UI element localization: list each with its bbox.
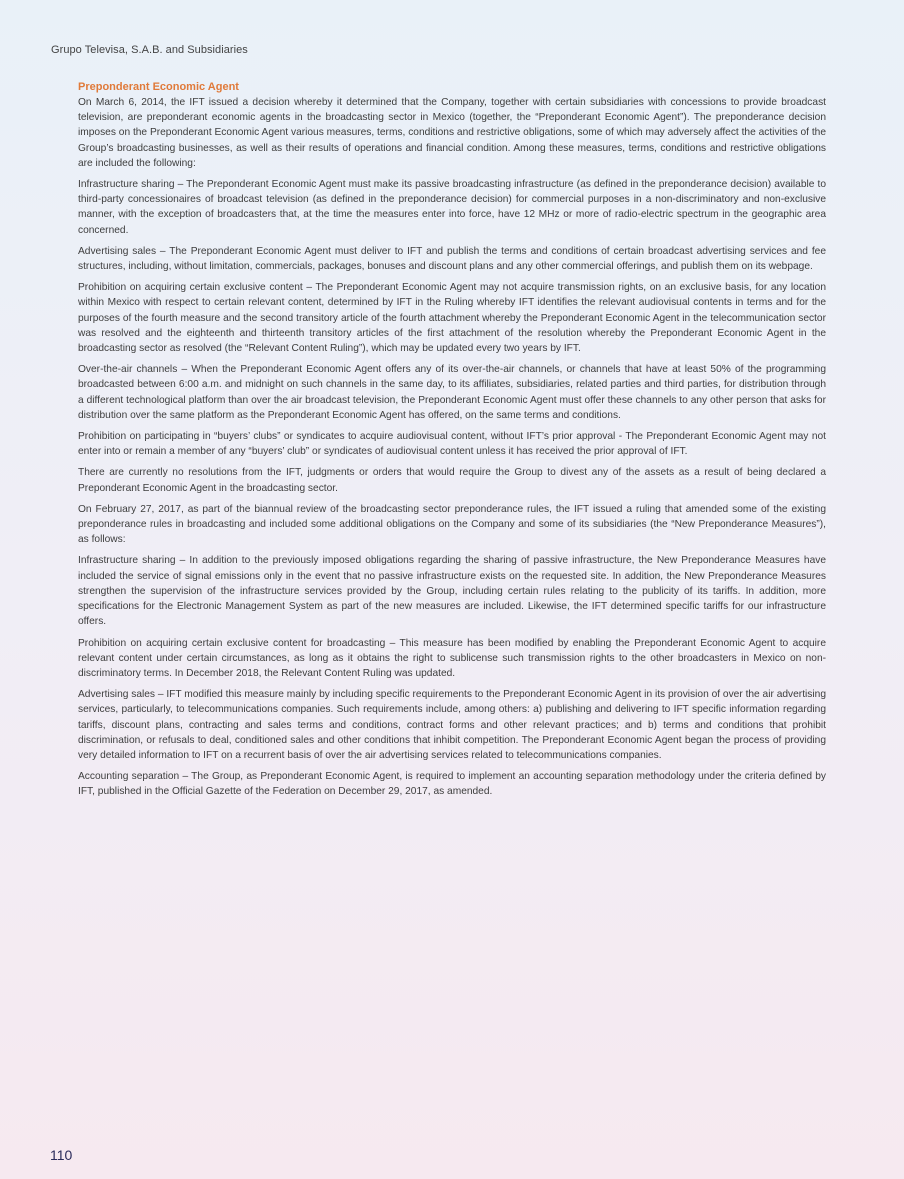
section-title: Preponderant Economic Agent (78, 81, 239, 93)
paragraph-new-infrastructure-sharing: Infrastructure sharing – In addition to the previously imposed obligations regarding the sharing of passive infrastructure, the New Preponderance Measures have included the service of signal emissions only in the event that no passive infrastructure exists on the requested site. In addition, the New Preponderance Measures strengthen the supervision of the infrastructure services provided by the Group, including certain rules relating to the publicity of its tariffs. In addition, more specifications for the Electronic Management System as part of the new measures are included. Likewise, the IFT determined specific tariffs for our infrastructure offers. (78, 555, 826, 628)
paragraph-accounting-separation: Accounting separation – The Group, as Preponderant Economic Agent, is required to implement an accounting separation methodology under the criteria defined by IFT, published in the Official Gazette of the Federation on December 29, 2017, as amended. (78, 771, 826, 798)
paragraph-no-resolutions: There are currently no resolutions from the IFT, judgments or orders that would require the Group to divest any of the assets as a result of being declared a Preponderant Economic Agent in the broadcasting sector. (78, 467, 826, 494)
page-header: Grupo Televisa, S.A.B. and Subsidiaries (51, 44, 248, 56)
page-number: 110 (50, 1147, 73, 1163)
paragraph-new-measures-intro: On February 27, 2017, as part of the biannual review of the broadcasting sector preponderance rules, the IFT issued a ruling that amended some of the existing preponderance rules in broadcasting and included some additional obligations on the Company and some of its subsidiaries (the “New Preponderance Measures”), as follows: (78, 503, 826, 546)
document-body (78, 80, 826, 806)
paragraph-over-the-air-channels: Over-the-air channels – When the Preponderant Economic Agent offers any of its over-the-air channels, or channels that have at least 50% of the programming broadcasted between 6:00 a.m. and midnight on such channels in the same day, to its affiliates, subsidiaries, related parties and third parties, for distribution through a different technological platform than over the air broadcast television, the Preponderant Economic Agent must offer these channels to any other person that asks for distribution over the same platform as the Preponderant Economic Agent has offered, on the same terms and conditions. (78, 364, 826, 421)
paragraph-advertising-sales: Advertising sales – The Preponderant Economic Agent must deliver to IFT and publish the terms and conditions of certain broadcast advertising services and fee structures, including, without limitation, commercials, packages, bonuses and discount plans and any other commercial offerings, and publish them on its webpage. (78, 245, 826, 273)
paragraph-intro: On March 6, 2014, the IFT issued a decision whereby it determined that the Company, together with certain subsidiaries with concessions to provide broadcast television, are preponderant economic agents in the broadcasting sector in Mexico (together, the “Preponderant Economic Agent”). The preponderance decision imposes on the Preponderant Economic Agent various measures, terms, conditions and restrictive obligations, some of which may adversely affect the activities of the Group’s broadcasting businesses, as well as their results of operations and financial condition. Among these measures, terms, conditions and restrictive obligations are included the following: (78, 97, 826, 169)
paragraph-buyers-clubs: Prohibition on participating in “buyers’ clubs” or syndicates to acquire audiovisual content, without IFT’s prior approval - The Preponderant Economic Agent may not enter into or remain a member of any “buyers’ club” or syndicates of audiovisual content unless it has received the prior approval of IFT. (78, 431, 826, 458)
paragraph-exclusive-content: Prohibition on acquiring certain exclusive content – The Preponderant Economic Agent may not acquire transmission rights, on an exclusive basis, for any location within Mexico with respect to certain relevant content, determined by IFT in the Ruling whereby IFT identifies the relevant audiovisual contents in terms and for the purposes of the fourth measure and the second transitory article of the fourth attachment whereby the Preponderant Economic Agent in the telecommunication sector was resolved and the eighteenth and thirteenth transitory articles of the first attachment of the resolution whereby the Preponderant Economic Agent in the broadcasting sector as resolved (the “Relevant Content Ruling”), which may be updated every two years by IFT. (78, 282, 826, 355)
paragraph-infrastructure-sharing: Infrastructure sharing – The Preponderant Economic Agent must make its passive broadcasting infrastructure (as defined in the preponderance decision) available to third-party concessionaires of broadcast television (as defined in the preponderance decision) for commercial purposes in a non-discriminatory and non-exclusive manner, with the exception of broadcasters that, at the time the measures enter into force, have 12 MHz or more of radio-electric spectrum in the geographic area concerned. (78, 179, 826, 236)
paragraph-new-exclusive-content: Prohibition on acquiring certain exclusive content for broadcasting – This measure has been modified by enabling the Preponderant Economic Agent to acquire relevant content under certain circumstances, as long as it obtains the right to sublicense such transmission rights to the other broadcasters in Mexico on non-discriminatory terms. In December 2018, the Relevant Content Ruling was updated. (78, 637, 826, 679)
paragraph-new-advertising-sales: Advertising sales – IFT modified this measure mainly by including specific requirements to the Preponderant Economic Agent in its provision of over the air advertising services, particularly, to telecommunications companies. Such requirements include, among others: a) publishing and delivering to IFT specific information regarding tariffs, discount plans, contracting and sales terms and conditions, contract forms and other relevant practices; and b) terms and conditions that prohibit discrimination, or refusals to deal, conditioned sales and other conditions that inhibit competition. The Preponderant Economic Agent began the process of providing very detailed information to IFT on a recurrent basis of over the air advertising services related to telecommunications companies. (78, 689, 826, 761)
